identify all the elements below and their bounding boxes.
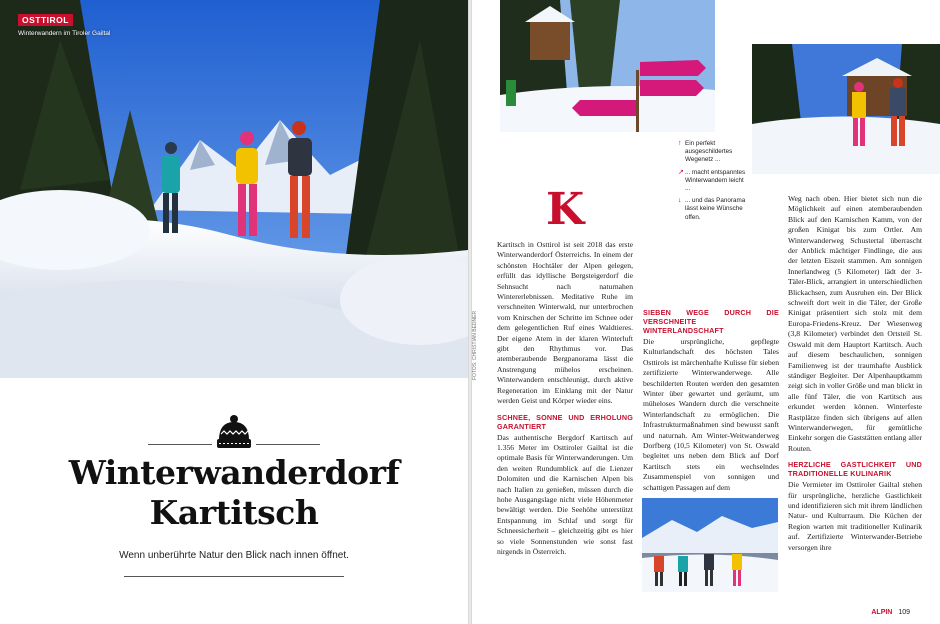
intro-paragraph: Kartitsch in Osttirol ist seit 2018 das erste Winterwanderdorf Österreichs. In einem der schönsten Hochtäler der Alpen gelegen, erfüllt das idyllische Bergsteigerdorf die Sehnsucht nach naturnahen Wintererlebnissen. Meditative Ruhe im verschneiten Winterwald, nur unterbrochen vom Knirschen der Schritte im Schnee oder dem gelegentlichen Ruf eines Waldtieres. Der eigene Atem in der klaren Winterluft gibt den Rhythmus vor. Das atemberaubende Bergpanorama lässt die Anstrengung mühelos erscheinen. Winterwandern entschleunigt, durch aktive Regeneration im Einklang mit der Natur werden Geist und Körper wieder eins. (497, 240, 633, 406)
page-number: 109 (898, 609, 910, 616)
title-line-1: Winterwanderdorf (68, 453, 400, 492)
paragraph-3: Weg nach oben. Hier bietet sich nun die Möglichkeit auf einen atemberaubenden Blick auf den Karnischen Kamm, von der großen Kinigat bis zum Ortler. Am Winterwanderweg Schustertal überrascht der Anblick mächtiger Findlinge, die aus der letzten Eiszeit stammen. Am sonnigen Innerlandweg (5 Kilometer) lädt der 3-Täler-Blick, arrangiert in unterschiedlichen Blickachsen, zum Ausruhen ein. Der Blick schweift dort weit in die Täler, der Große Kinigat präsentiert sich stolz mit dem Europa-Friedens-Kreuz. Der Wiesenweg (3,8 Kilometer) verbindet den Ortsteil St. Oswald mit dem Hauptort Kartitsch. Auch auf diesem beschaulichen, sonnigen Familienweg ist der traumhafte Ausblick ständiger Begleiter. Der Alpenhauptkamm zeigt sich in voller Größe und man blickt in alle fünf Täler, die von Kartitsch aus erkundet werden können. Winterfeste Rastplätze finden sich übrigens auf allen Winterwanderwegen, für gemütliche Einkehr sorgen die Gaststätten entlang aller Routen. (788, 194, 922, 453)
section-badge: OSTTIROL (18, 14, 73, 26)
caption-text: ... macht entspanntes Winterwandern leicht ... (685, 168, 746, 193)
divider-right (256, 444, 320, 445)
caption-1 (678, 140, 748, 165)
subheading-1: SCHNEE, SONNE UND ERHOLUNG GARANTIERT (497, 412, 633, 431)
article-column-3 (788, 194, 922, 553)
caption-3 (678, 197, 748, 222)
emblem-divider (0, 412, 468, 452)
subtitle-rule (124, 576, 344, 577)
caption-2 (678, 169, 748, 194)
caption-text: ... und das Panorama lässt keine Wünsche offen. (685, 197, 746, 221)
page-title (0, 453, 468, 533)
magazine-name: ALPIN (871, 609, 893, 616)
divider-left (148, 444, 212, 445)
arrow-down-icon: ↓ (678, 197, 682, 205)
group-photo (642, 498, 778, 592)
section-tag (18, 10, 110, 37)
paragraph-4: Die Vermieter im Osttiroler Gailtal stehen für ursprüngliche, herzliche Gastlichkeit und identifizieren sich mit ihrem ländlichen Natur- und Kulturraum. Die Küchen der Region warten mit traditioneller Kulinarik auf. Zertifizierte Winterwander-Betriebe versorgen ihre (788, 480, 922, 552)
signpost-photo (500, 0, 715, 132)
arrow-up-icon: ↑ (678, 140, 682, 147)
photo-captions (678, 140, 748, 226)
hut-photo (752, 44, 940, 174)
beanie-hat-icon (213, 414, 255, 457)
section-subtitle: Winterwandern im Tiroler Gailtal (18, 30, 111, 37)
photo-credit: FOTOS: CHRISTIAN BEDNER (472, 310, 478, 380)
subheading-3: HERZLICHE GASTLICHKEIT UND TRADITIONELLE KULINARIK (788, 460, 922, 479)
left-page (0, 0, 468, 624)
paragraph-1: Das authentische Bergdorf Kartitsch auf 1.356 Meter im Osttiroler Gailtal ist die optimale Basis für Winterwanderungen. Um den weiten Rundumblick auf die Lienzer Dolomiten und die Karnischen Alpen bis nach Italien zu genießen, müssen durch die hohe Ausgangslage nicht viele Höhenmeter bewältigt werden. Die Seehöhe unterstützt Entspannung im Schlaf und sorgt für Schneesicherheit – gleichzeitig gibt es hier so viele Sonnenstunden wie sonst fast nirgends in Österreich. (497, 432, 633, 556)
caption-text: Ein perfekt ausgeschildertes Wegenetz ... (685, 140, 733, 164)
hero-photo (0, 0, 468, 378)
article-column-2 (643, 308, 779, 493)
article-column-1 (497, 240, 633, 557)
page-folio (871, 609, 910, 616)
page-subtitle: Wenn unberührte Natur den Blick nach innen öffnet. (119, 550, 349, 561)
subheading-2: SIEBEN WEGE DURCH DIE VERSCHNEITE WINTERLANDSCHAFT (643, 308, 779, 335)
drop-cap: K (546, 184, 585, 235)
arrow-up-right-icon: ↗ (678, 168, 684, 176)
paragraph-2: Die ursprüngliche, gepflegte Kulturlandschaft des höchsten Tales Osttirols ist märchenhafte Kulisse für sieben zertifizierte Winterwanderwege. Alle beschilderten Routen werden den gesamten Winter über gewartet und geräumt, um müheloses Wandern durch die verschneite Winterlandschaft zu ermöglichen. Die Infrastrukturmaßnahmen sind bewusst sanft und naturnah. Am Winter-Weitwanderweg Dorfberg (10,5 Kilometer) von St. Oswald begleitet uns neben dem Blick auf Dorf Kartitsch stets ein wechselndes Zusammenspiel von sonnigen und schattigen Passagen auf dem (643, 337, 779, 492)
title-line-2: Kartitsch (149, 493, 319, 532)
